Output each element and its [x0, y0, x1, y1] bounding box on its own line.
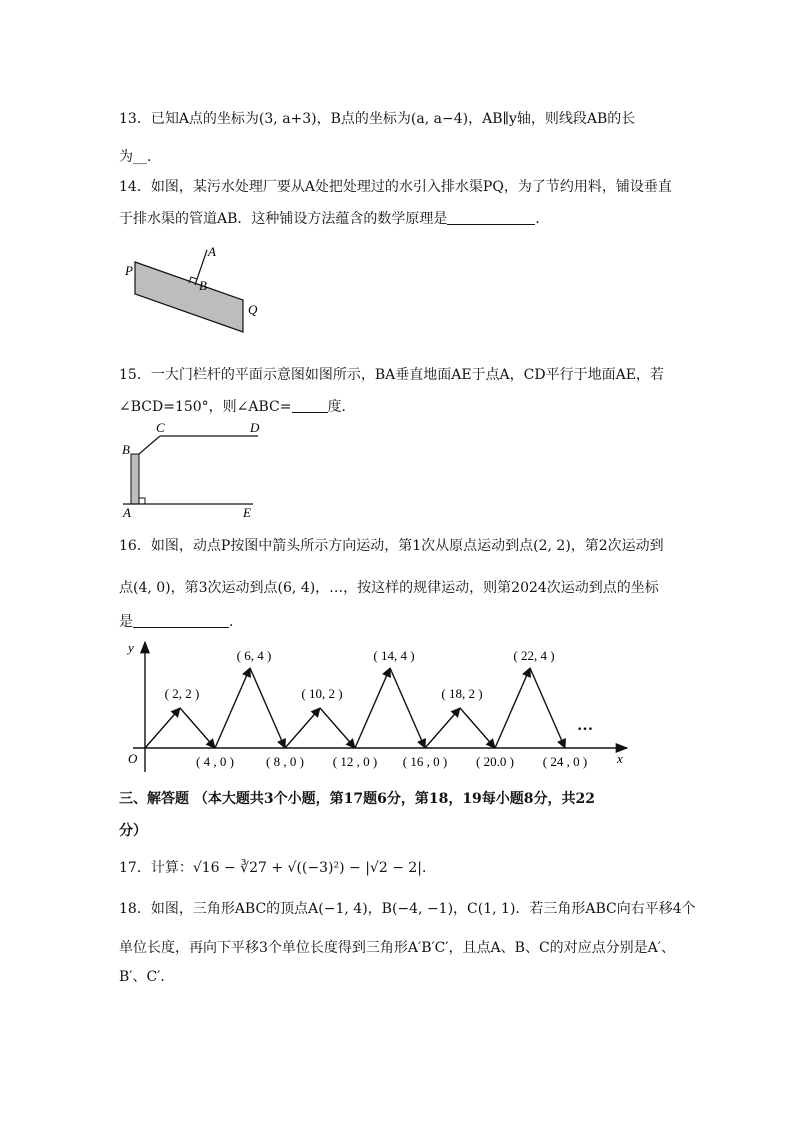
q13-line1: 13．已知A点的坐标为(3, a+3)，B点的坐标为(a, a−4)，AB∥y轴，则线段AB的长 — [119, 111, 636, 127]
q14-line1: 14．如图，某污水处理厂要从A处把处理过的水引入排水渠PQ，为了节约用料，铺设垂直 — [119, 179, 672, 195]
q16-line3-end: ． — [229, 614, 243, 630]
point-label-11: ( 22, 4 ) — [513, 648, 555, 663]
path-segment-1 — [145, 708, 180, 748]
label-q: Q — [248, 302, 258, 317]
path-segment-3 — [215, 668, 250, 748]
continuation-ellipsis: … — [577, 717, 593, 734]
y-axis-label: y — [128, 640, 134, 655]
point-label-5: ( 10, 2 ) — [301, 686, 343, 701]
q17-text: 17．计算：√16 − ∛27 + √((−3)²) − |√2 − 2|． — [119, 860, 436, 876]
gate-post-ba — [131, 454, 139, 504]
path-segment-10 — [460, 708, 495, 748]
label-d: D — [250, 420, 260, 435]
path-segment-9 — [425, 708, 460, 748]
label-a: A — [208, 244, 216, 259]
q16-line2: 点(4, 0)，第3次运动到点(6, 4)，…，按这样的规律运动，则第2024次运动到点的坐标 — [119, 580, 659, 596]
x-axis-label: x — [617, 751, 623, 766]
point-label-12: ( 24 , 0 ) — [542, 754, 588, 769]
q15-figure — [115, 418, 265, 518]
path-segment-2 — [180, 708, 215, 748]
origin-label: O — [128, 751, 138, 766]
point-labels — [165, 648, 588, 769]
drainage-channel-pq — [135, 262, 243, 332]
point-label-1: ( 2, 2 ) — [164, 686, 200, 701]
q16-line3 — [119, 611, 243, 631]
path-segment-8 — [390, 668, 425, 748]
q18-line3: B′、C′． — [119, 969, 175, 985]
label-b: B — [122, 442, 130, 457]
q15-line2 — [119, 396, 356, 416]
label-p: P — [125, 263, 133, 278]
q16-motion-chart — [115, 636, 635, 776]
path-segment-12 — [530, 668, 565, 748]
label-a: A — [123, 505, 131, 518]
path-segment-11 — [495, 668, 530, 748]
q16-line3-text: 是 — [119, 614, 133, 630]
path-segment-7 — [355, 668, 390, 748]
q15-line2-end: 度． — [327, 399, 356, 415]
q15-line1: 15．一大门栏杆的平面示意图如图所示，BA垂直地面AE于点A，CD平行于地面AE，若 — [119, 367, 664, 383]
q13-line2: 为__． — [119, 149, 161, 165]
path-segment-6 — [320, 708, 355, 748]
q16-answer-blank[interactable] — [133, 613, 229, 628]
section3-heading-line1: 三、解答题 （本大题共3个小题，第17题6分，第18，19每小题8分，共22 — [119, 791, 596, 807]
point-label-10: ( 20.0 ) — [476, 754, 514, 769]
q16-line1: 16．如图，动点P按图中箭头所示方向运动，第1次从原点运动到点(2, 2)，第2次运动到 — [119, 538, 664, 554]
label-c: C — [156, 420, 165, 435]
q14-line2-end: ． — [535, 211, 550, 227]
q18-line2: 单位长度，再向下平移3个单位长度得到三角形A′B′C′，且点A、B、C的对应点分别是A′、 — [119, 940, 675, 956]
q14-figure — [115, 240, 275, 340]
q14-line2-text: 于排水渠的管道AB．这种铺设方法蕴含的数学原理是 — [119, 211, 448, 227]
point-label-3: ( 6, 4 ) — [236, 648, 272, 663]
segment-bc — [139, 436, 160, 454]
path-segment-5 — [285, 708, 320, 748]
q14-line2 — [119, 208, 549, 228]
label-b: B — [199, 278, 207, 293]
q18-line1: 18．如图，三角形ABC的顶点A(−1, 4)，B(−4, −1)，C(1, 1)．若三角形ABC向右平移4个 — [119, 901, 696, 917]
section3-heading-line2: 分） — [119, 823, 147, 839]
point-label-7: ( 14, 4 ) — [373, 648, 415, 663]
q15-line2-text: ∠BCD=150°，则∠ABC= — [119, 399, 292, 415]
point-label-4: ( 8 , 0 ) — [266, 754, 304, 769]
right-angle-mark-a — [139, 498, 145, 504]
path-segments — [145, 668, 565, 748]
point-label-6: ( 12 , 0 ) — [332, 754, 378, 769]
q14-answer-blank[interactable] — [447, 210, 535, 225]
q15-answer-blank[interactable] — [292, 398, 328, 413]
label-e: E — [243, 505, 251, 518]
point-label-8: ( 16 , 0 ) — [402, 754, 448, 769]
point-label-9: ( 18, 2 ) — [441, 686, 483, 701]
path-segment-4 — [250, 668, 285, 748]
point-label-2: ( 4 , 0 ) — [196, 754, 234, 769]
